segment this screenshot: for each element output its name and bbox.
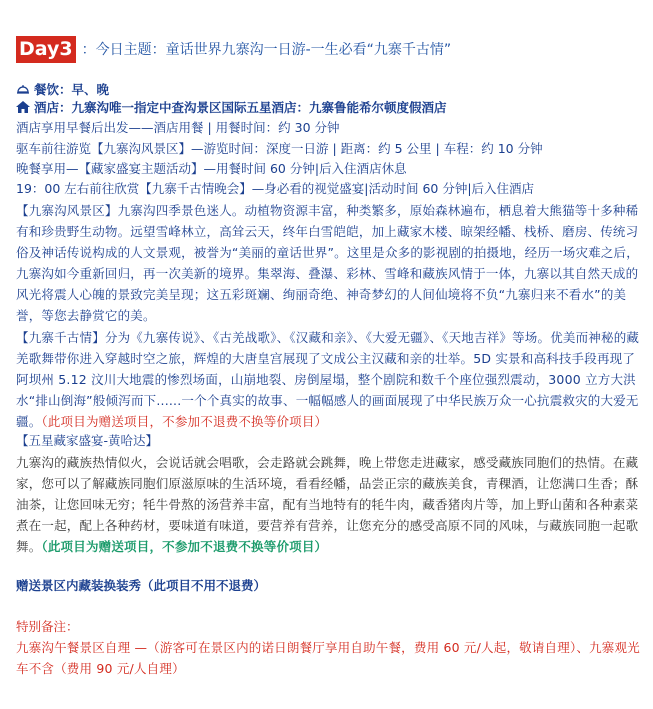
hotel-text: 酒店：九寨沟唯一指定中查沟景区国际五星酒店：九寨鲁能希尔顿度假酒店 xyxy=(34,100,447,115)
meals-text: 餐饮：早、晚 xyxy=(34,82,110,97)
feast-text: 九寨沟的藏族热情似火，会说话就会唱歌，会走路就会跳舞，晚上带您走进藏家，感受藏族同胞们的热情。在藏家，您可以了解藏族同胞们原滋原味的生活环境，看看经幡，品尝正宗的藏族美食，青稞酒，让您满口生香；酥油茶，让您回味无穷；牦牛骨熬的汤营养丰富，配有当地特有的牦牛肉，藏香猪肉片等，加上野山菌和各种素菜煮在一起，配上各种药材，要味道有味道，要营养有营养，让您充分的感受高原不同的风味，与藏族同胞一起歌舞。 xyxy=(16,455,639,554)
feast-title: 【五星藏家盛宴-黄哈达】 xyxy=(16,433,159,448)
qiangu-text: 【九寨千古情】分为《九寨传说》、《古羌战歌》、《汉藏和亲》、《大爱无疆》、《天地吉祥》等场。优美而神秘的藏羌歌舞带你进入穿越时空之旅，辉煌的大唐皇宫展现了文成公主汉藏和亲的壮举。5D 实景和高科技手段再现了阿坝州 5.12 汶川大地震的惨烈场面，山崩地裂、房倒屋塌，整个剧院和数千个座位强烈震动，3000 立方大洪水“排山倒海”般倾泻而下......一个个真实的故事、一幅幅感人的画面展现了中华民族万众一心抗震救灾的大爱无疆。 xyxy=(16,330,640,429)
meals-line xyxy=(16,80,638,100)
special-notes-title: 特别备注： xyxy=(16,619,79,634)
special-notes-text: 九寨沟午餐景区自理 —（游客可在景区内的诺日朗餐厅享用自助午餐，费用 60 元/人起，敬请自理）、九寨观光车不含（费用 90 元/人自理） xyxy=(16,640,640,676)
day-title-row xyxy=(16,36,451,62)
jiuzhaigou-paragraph: 【九寨沟风景区】九寨沟四季景色迷人。动植物资源丰富，种类繁多，原始森林遍布，栖息着大熊猫等十多种稀有和珍贵野生动物。远望雪峰林立，高耸云天，终年白雪皑皑，加上藏家木楼、晾架经幡、栈桥、磨房、传统习俗及神话传说构成的人文景观，被誉为“美丽的童话世界”。这里是众多的影视剧的拍摄地，经历一场灾难之后，九寨沟如今重新回归，再一次美新的境界。集翠海、叠瀑、彩林、雪峰和藏族风情于一体，九寨以其自然天成的风光将震人心魄的景致完美呈现；这五彩斑斓、绚丽奇绝、神奇梦幻的人间仙境将不负“九寨归来不看水”的美誉，等您去静赏它的美。 xyxy=(16,203,639,323)
schedule-line-2: 驱车前往游览【九寨沟风景区】—游览时间：深度一日游 | 距离：约 5 公里 | 车程：约 10 分钟 xyxy=(16,141,543,156)
gift-show-line: 赠送景区内藏装换装秀（此项目不用不退费） xyxy=(16,578,267,593)
schedule-line-1: 酒店享用早餐后出发——酒店用餐 | 用餐时间：约 30 分钟 xyxy=(16,120,340,135)
qiangu-note: （此项目为赠送项目，不参加不退费不换等价项目） xyxy=(41,414,328,429)
hotel-line xyxy=(16,98,638,118)
house-icon xyxy=(16,101,30,113)
dining-icon xyxy=(16,83,30,95)
feast-paragraph xyxy=(16,452,640,557)
schedule-line-3: 晚餐享用—【藏家盛宴主题活动】—用餐时间 60 分钟|后入住酒店休息 xyxy=(16,161,407,176)
day-title: ：今日主题：童话世界九寨沟一日游-一生必看“九寨千古情” xyxy=(81,42,452,58)
qiangu-paragraph xyxy=(16,327,640,432)
schedule-line-4: 19：00 左右前往欣赏【九寨千古情晚会】—身必看的视觉盛宴|活动时间 60 分钟|后入住酒店 xyxy=(16,181,535,196)
day-badge: Day3 xyxy=(16,36,76,63)
feast-note: （此项目为赠送项目，不参加不退费不换等价项目） xyxy=(41,539,328,554)
